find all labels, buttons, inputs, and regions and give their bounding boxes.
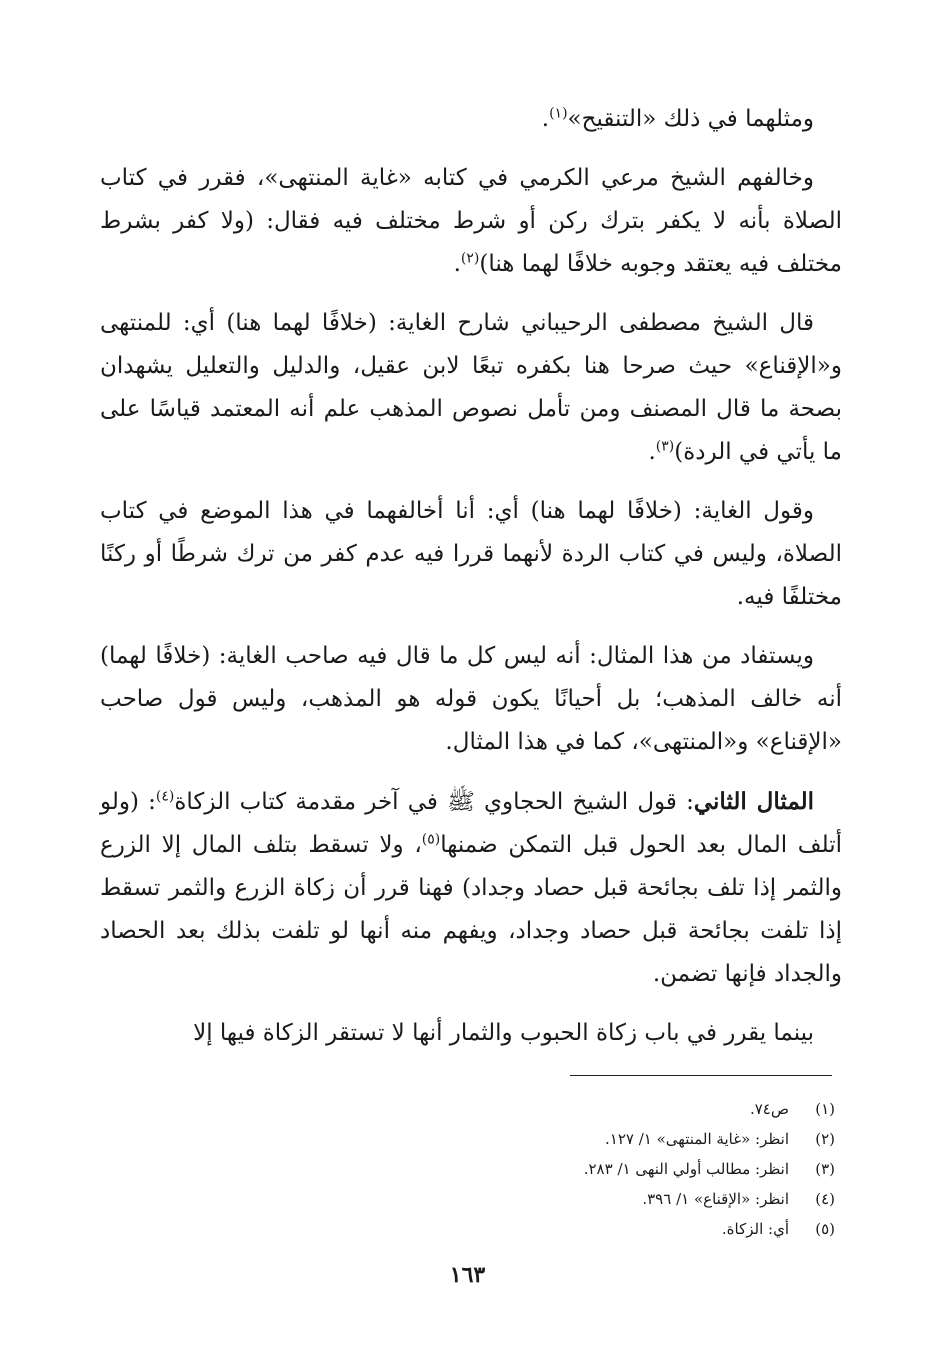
paragraph-1-text: ومثلهما في ذلك «التنقيح» — [567, 106, 814, 132]
footnote-number: (١) — [815, 1100, 835, 1118]
footnote-number: (٣) — [815, 1160, 835, 1178]
paragraph-2-tail: . — [453, 251, 461, 277]
footnote-number: (٤) — [815, 1190, 835, 1208]
footnote-5 — [100, 1214, 835, 1244]
paragraph-4-text: وقول الغاية: (خلافًا لهما هنا) أي: أنا أخالفهما في هذا الموضع في كتاب الصلاة، وليس في كتاب الردة لأنهما قررا فيه عدم كفر من ترك شرطًا أو ركنًا مختلفًا فيه. — [100, 498, 842, 610]
page-number: ١٦٣ — [449, 1262, 486, 1288]
footnote-text: أي: الزكاة. — [721, 1220, 789, 1238]
footnote-ref-5[interactable]: (٥) — [421, 831, 441, 848]
paragraph-4 — [100, 490, 842, 619]
paragraph-6 — [100, 780, 842, 996]
paragraph-6-text-b: : (ولو أتلف المال بعد الحول قبل التمكن ضمنها — [100, 789, 842, 858]
footnote-ref-3[interactable]: (٣) — [655, 438, 675, 455]
footnote-text: انظر: «غاية المنتهى» ١/ ١٢٧. — [605, 1130, 789, 1148]
footnote-1 — [100, 1094, 835, 1124]
paragraph-5 — [100, 635, 842, 764]
paragraph-7-text: بينما يقرر في باب زكاة الحبوب والثمار أنها لا تستقر الزكاة فيها إلا — [193, 1020, 814, 1046]
paragraph-3-text: قال الشيخ مصطفى الرحيباني شارح الغاية: (خلافًا لهما هنا) أي: للمنتهى و«الإقناع» حيث صرحا هنا بكفره تبعًا لابن عقيل، والدليل والتعليل يشهدان بصحة ما قال المصنف ومن تأمل نصوص المذهب علم أنه المعتمد قياسًا على ما يأتي في الردة) — [100, 310, 842, 465]
footnotes — [100, 1094, 835, 1244]
main-text — [100, 98, 842, 1055]
footnote-ref-1[interactable]: (١) — [549, 105, 568, 122]
paragraph-1 — [100, 98, 842, 141]
paragraph-3 — [100, 302, 842, 474]
paragraph-3-tail: . — [648, 439, 656, 465]
footnote-2 — [100, 1124, 835, 1154]
footnote-number: (٢) — [815, 1130, 835, 1148]
footnote-4 — [100, 1184, 835, 1214]
footnote-3 — [100, 1154, 835, 1184]
paragraph-2 — [100, 157, 842, 286]
footnote-ref-2[interactable]: (٢) — [460, 250, 480, 267]
paragraph-5-text: ويستفاد من هذا المثال: أنه ليس كل ما قال فيه صاحب الغاية: (خلافًا لهما) أنه خالف المذهب؛ بل أحيانًا يكون قوله هو المذهب، وليس قول صاحب «الإقناع» و«المنتهى»، كما في هذا المثال. — [100, 643, 842, 755]
paragraph-6-text-c: ، ولا تسقط بتلف المال إلا الزرع والثمر إذا تلف بجائحة قبل حصاد وجداد) فهنا قرر أن زكاة الزرع والثمر تسقط إذا تلفت بجائحة قبل حصاد وجداد، ويفهم منه أنها لو تلفت بذلك بعد الحصاد والجداد فإنها تضمن. — [100, 832, 842, 987]
footnote-number: (٥) — [815, 1220, 835, 1238]
footnote-separator — [570, 1075, 832, 1076]
paragraph-2-text: وخالفهم الشيخ مرعي الكرمي في كتابه «غاية المنتهى»، فقرر في كتاب الصلاة بأنه لا يكفر بترك ركن أو شرط مختلف فيه فقال: (ولا كفر بشرط مختلف فيه يعتقد وجوبه خلافًا لهما هنا) — [100, 165, 842, 277]
example-heading: المثال الثاني — [693, 788, 815, 815]
paragraph-1-tail: . — [541, 106, 550, 132]
paragraph-6-text-a: : قول الشيخ الحجاوي ﷺ في آخر مقدمة كتاب الزكاة — [174, 789, 694, 815]
footnote-text: انظر: «الإقناع» ١/ ٣٩٦. — [642, 1190, 789, 1208]
paragraph-7 — [100, 1012, 842, 1055]
footnote-text: ص٧٤. — [749, 1100, 789, 1118]
footnote-ref-4[interactable]: (٤) — [155, 788, 175, 805]
footnote-text: انظر: مطالب أولي النهى ١/ ٢٨٣. — [583, 1160, 789, 1178]
